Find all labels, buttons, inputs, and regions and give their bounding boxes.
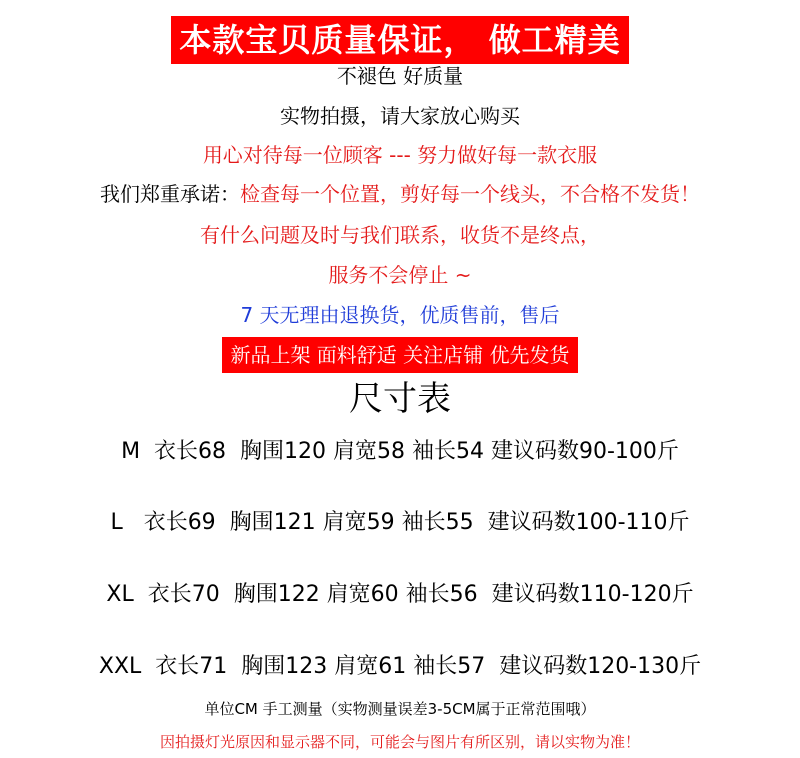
color-difference-warning: 因拍摄灯光原因和显示器不同，可能会与图片有所区别，请以实物为准！ [159,733,640,751]
size-row-l: L 衣长69 胸围121 肩宽59 袖长55 建议码数100-110斤 [110,510,690,535]
measurement-note: 单位CM 手工测量（实物测量误差3-5CM属于正常范围哦） [204,700,596,718]
promo-line-contact: 有什么问题及时与我们联系，收货不是终点， [200,223,600,247]
top-banner [0,16,800,64]
promo-line-quality: 不褪色 好质量 [336,64,464,88]
promo-line-return-policy: 7 天无理由退换货，优质售前，售后 [240,303,560,327]
promo-line-real-photo: 实物拍摄，请大家放心购买 [280,104,520,128]
size-row-m: M 衣长68 胸围120 肩宽58 袖长54 建议码数90-100斤 [121,439,679,464]
promise-line [0,181,800,207]
middle-banner-text: 新品上架 面料舒适 关注店铺 优先发货 [222,337,577,373]
top-banner-text: 本款宝贝质量保证， 做工精美 [171,16,628,64]
size-row-xl: XL 衣长70 胸围122 肩宽60 袖长56 建议码数110-120斤 [106,582,694,607]
middle-banner [0,337,800,373]
promo-line-service-continues: 服务不会停止 ~ [328,263,472,287]
promo-line-service: 用心对待每一位顾客 --- 努力做好每一款衣服 [202,143,598,167]
promise-text: 检查每一个位置，剪好每一个线头，不合格不发货！ [240,182,700,206]
promise-label: 我们郑重承诺： [100,182,240,206]
size-table-title: 尺寸表 [349,379,451,419]
size-row-xxl: XXL 衣长71 胸围123 肩宽61 袖长57 建议码数120-130斤 [98,654,702,679]
